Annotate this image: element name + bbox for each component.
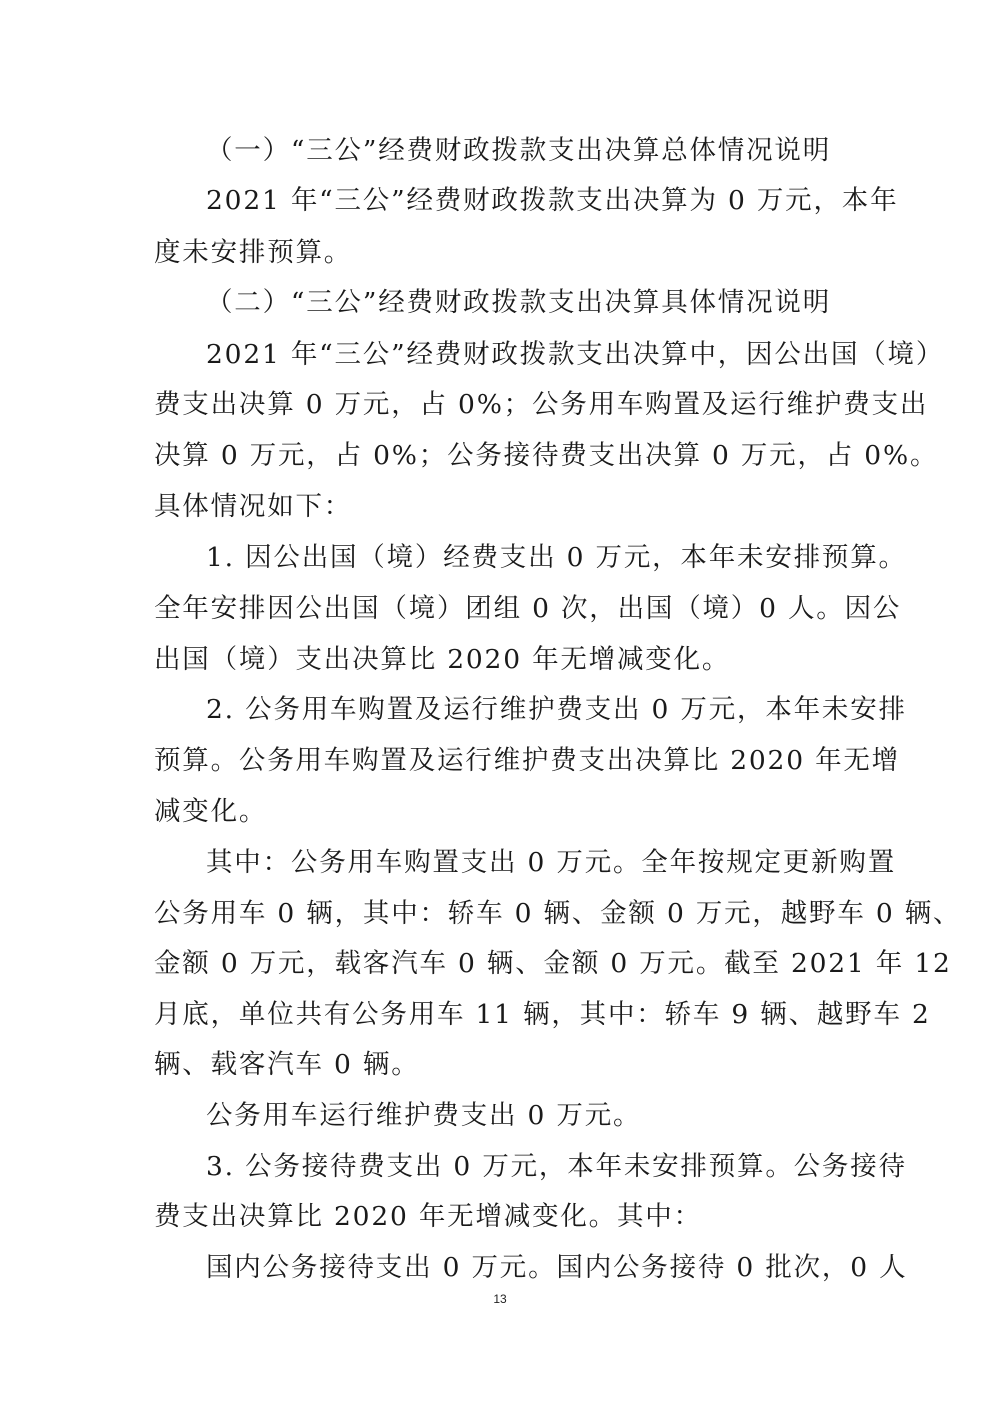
paragraph-line: 月底，单位共有公务用车 11 辆，其中：轿车 9 辆、越野车 2 xyxy=(154,999,931,1030)
paragraph-line: 具体情况如下： xyxy=(154,491,353,522)
section-heading-1: （一）“三公”经费财政拨款支出决算总体情况说明 xyxy=(206,135,831,166)
paragraph-line: 其中：公务用车购置支出 0 万元。全年按规定更新购置 xyxy=(206,847,897,878)
paragraph-line: 国内公务接待支出 0 万元。国内公务接待 0 批次，0 人 xyxy=(206,1252,908,1283)
paragraph-line: 3. 公务接待费支出 0 万元，本年未安排预算。公务接待 xyxy=(206,1151,907,1182)
paragraph-line: 公务用车运行维护费支出 0 万元。 xyxy=(206,1100,642,1131)
paragraph-line: 2021 年“三公”经费财政拨款支出决算中，因公出国（境） xyxy=(206,339,945,370)
paragraph-line: 出国（境）支出决算比 2020 年无增减变化。 xyxy=(154,644,731,675)
paragraph-line: 辆、载客汽车 0 辆。 xyxy=(154,1049,420,1080)
paragraph-line: 预算。公务用车购置及运行维护费支出决算比 2020 年无增 xyxy=(154,745,900,776)
paragraph-line: 减变化。 xyxy=(154,796,268,827)
paragraph-line: 金额 0 万元，载客汽车 0 辆、金额 0 万元。截至 2021 年 12 xyxy=(154,948,952,979)
paragraph-line: 2021 年“三公”经费财政拨款支出决算为 0 万元，本年 xyxy=(206,185,899,216)
paragraph-line: 决算 0 万元，占 0%；公务接待费支出决算 0 万元，占 0%。 xyxy=(154,440,939,471)
paragraph-line: 公务用车 0 辆，其中：轿车 0 辆、金额 0 万元，越野车 0 辆、 xyxy=(154,898,962,929)
page-number: 13 xyxy=(493,1292,507,1306)
paragraph-line: 全年安排因公出国（境）团组 0 次，出国（境）0 人。因公 xyxy=(154,593,902,624)
paragraph-line: 1. 因公出国（境）经费支出 0 万元，本年未安排预算。 xyxy=(206,542,907,573)
paragraph-line: 度未安排预算。 xyxy=(154,237,353,268)
paragraph-line: 费支出决算 0 万元，占 0%；公务用车购置及运行维护费支出 xyxy=(154,389,929,420)
paragraph-line: 费支出决算比 2020 年无增减变化。其中： xyxy=(154,1201,702,1232)
section-heading-2: （二）“三公”经费财政拨款支出决算具体情况说明 xyxy=(206,287,831,318)
paragraph-line: 2. 公务用车购置及运行维护费支出 0 万元，本年未安排 xyxy=(206,694,907,725)
